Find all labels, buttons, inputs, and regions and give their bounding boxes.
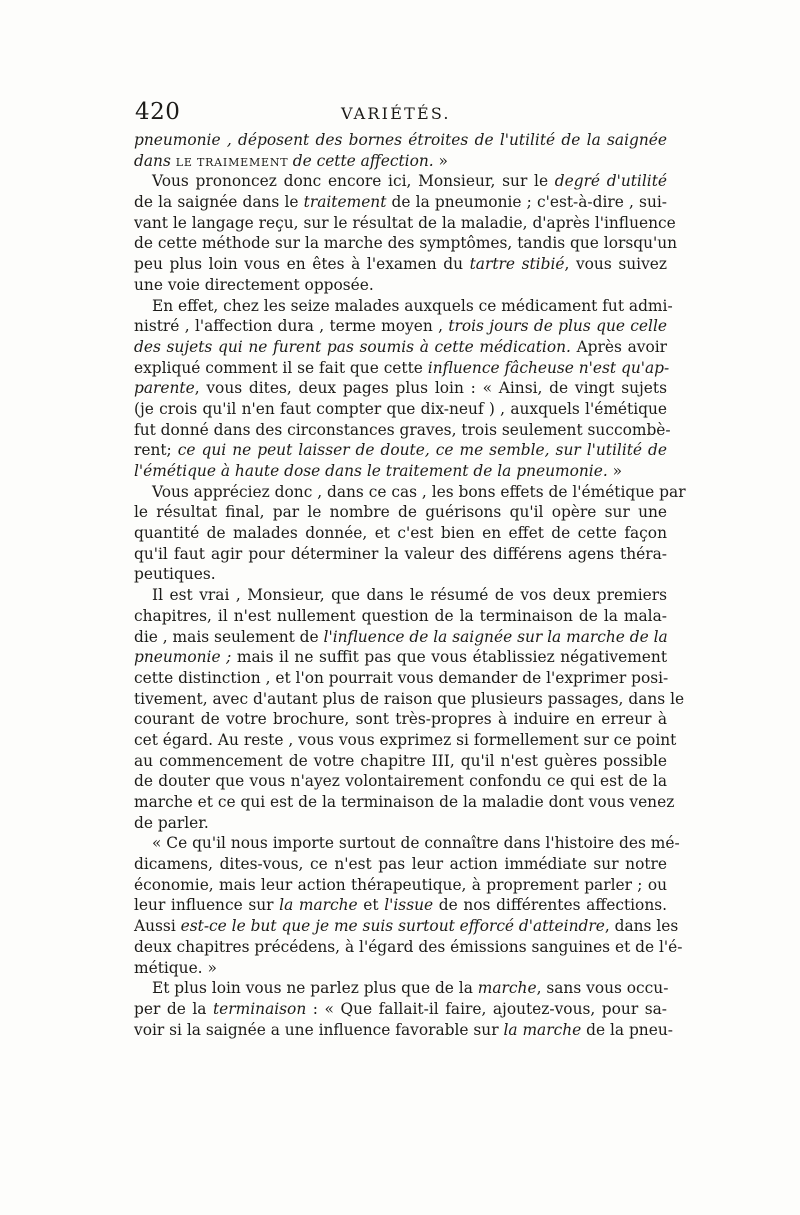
text-run: marche et ce qui est de la terminaison de la maladie dont vous venez <box>134 793 675 811</box>
text-line <box>134 399 667 420</box>
text-run: , vous suivez <box>564 255 667 274</box>
text-line <box>134 813 667 834</box>
text-run: deux chapitres précédens, à l'égard des émissions sanguines et de l'é- <box>134 937 683 956</box>
italic-text: ce qui ne peut laisser de doute, ce me semble, sur l'utilité de <box>177 441 668 460</box>
text-line <box>134 171 667 192</box>
text-run: et <box>357 896 385 915</box>
text-run: Vous appréciez donc , dans ce cas , les bons effets de l'émétique par <box>152 482 686 501</box>
text-line <box>134 378 667 399</box>
italic-text: parente <box>134 379 195 398</box>
text-run: tivement, avec d'autant plus de raison que plusieurs passages, dans le <box>134 689 685 708</box>
text-run: de parler. <box>134 813 209 832</box>
text-run: mais il ne suffit pas que vous établissiez négativement <box>231 648 667 667</box>
text-run: métique. » <box>134 958 217 977</box>
text-run: » <box>438 151 448 170</box>
text-line <box>134 482 686 503</box>
text-run: Après avoir <box>570 337 667 356</box>
text-line <box>134 958 667 979</box>
text-line <box>134 502 667 523</box>
italic-text: marche <box>477 979 537 998</box>
text-run: de la saignée dans le <box>134 193 304 212</box>
text-run: expliqué comment il se fait que cette <box>134 358 428 377</box>
text-run: dicamens, dites-vous, ce n'est pas leur action immédiate sur notre <box>134 855 667 874</box>
text-line <box>134 771 667 792</box>
text-line <box>134 895 667 916</box>
text-line <box>134 792 675 813</box>
text-run: cet égard. Au reste , vous vous exprimez si formellement sur ce point <box>134 730 677 749</box>
text-run: « Ce qu'il nous importe surtout de connaître dans l'histoire des mé- <box>152 834 680 853</box>
text-line <box>134 689 685 710</box>
italic-text: trois jours de plus que celle <box>448 317 667 336</box>
italic-text: pneumonie , déposent des bornes étroites de l'utilité de la saignée <box>134 131 667 149</box>
text-line <box>134 585 667 606</box>
text-line <box>134 916 679 937</box>
text-run: Il est vrai , Monsieur, que dans le résumé de vos deux premiers <box>152 586 667 605</box>
text-line <box>134 647 667 668</box>
text-run: vant le langage reçu, sur le résultat de la maladie, d'après l'influence <box>134 213 676 232</box>
text-line <box>134 668 667 689</box>
text-line <box>134 192 667 213</box>
text-line <box>134 461 667 482</box>
text-line <box>134 730 677 751</box>
italic-text: l'issue <box>384 896 434 915</box>
italic-text: l'émétique à haute dose dans le traitement de la pneumonie. <box>134 462 608 480</box>
text-line <box>134 999 667 1020</box>
text-line <box>134 420 671 441</box>
text-run: une voie directement opposée. <box>134 275 374 294</box>
text-run: » <box>607 462 623 480</box>
text-line <box>134 523 667 544</box>
text-run: de douter que vous n'ayez volontairement confondu ce qui est de la <box>134 772 667 791</box>
text-run: le résultat final, par le nombre de guérisons qu'il opère sur une <box>134 503 667 522</box>
text-run: : « Que fallait-il faire, ajoutez-vous, pour sa- <box>306 999 667 1018</box>
text-run: de la pneumonie ; c'est-à-dire , sui- <box>386 193 667 212</box>
italic-text: terminaison <box>212 999 307 1018</box>
running-head <box>135 97 665 127</box>
page-number: 420 <box>135 99 181 125</box>
text-run: économie, mais leur action thérapeutique, à proprement parler ; ou <box>134 875 667 894</box>
text-run: fut donné dans des circonstances graves, trois seulement succombè- <box>134 420 671 439</box>
text-line <box>134 564 667 585</box>
text-line <box>134 627 667 648</box>
text-line <box>134 151 667 172</box>
text-run: Aussi <box>134 917 181 936</box>
body-text <box>134 130 686 1050</box>
text-line <box>134 316 667 337</box>
text-line <box>134 854 667 875</box>
text-line <box>134 358 670 379</box>
text-line <box>134 296 673 317</box>
running-title: VARIÉTÉS. <box>341 104 451 123</box>
text-run: de nos différentes affections. <box>433 896 668 915</box>
italic-text: influence fâcheuse n'est qu'ap- <box>427 358 670 377</box>
italic-text: degré d'utilité <box>554 172 667 191</box>
text-line <box>134 440 667 461</box>
text-run: leur influence sur <box>134 896 280 915</box>
italic-text: traitement <box>303 193 387 212</box>
text-run: (je crois qu'il n'en faut compter que dix-neuf ) , auxquels l'émétique <box>134 399 667 418</box>
text-line <box>134 978 667 999</box>
italic-text: de cette affection. <box>292 151 439 170</box>
text-run: quantité de malades donnée, et c'est bien en effet de cette façon <box>134 524 667 543</box>
text-run: de cette méthode sur la marche des symptômes, tandis que lorsqu'un <box>134 234 678 253</box>
text-run: , vous dites, deux pages plus loin : « Ainsi, de vingt sujets <box>194 379 667 398</box>
text-run: au commencement de votre chapitre III, qu'il n'est guères possible <box>134 751 667 770</box>
text-run: courant de votre brochure, sont très-propres à induire en erreur à <box>134 710 667 729</box>
text-run: Vous prononcez donc encore ici, Monsieur, sur le <box>152 172 555 191</box>
text-run: rent; <box>134 441 178 460</box>
text-run: En effet, chez les seize malades auxquels ce médicament fut admi- <box>152 296 673 315</box>
small-caps-text: LE TRAIMEMENT <box>175 155 293 169</box>
italic-text: la marche <box>279 896 358 915</box>
text-line <box>134 233 678 254</box>
text-run: , sans vous occu- <box>536 979 669 998</box>
text-run: chapitres, il n'est nullement question de la terminaison de la mala- <box>134 606 667 625</box>
text-line <box>134 275 667 296</box>
italic-text: l'influence de la saignée sur la marche de la <box>323 627 668 646</box>
text-line <box>134 709 667 730</box>
italic-text: des sujets qui ne furent pas soumis à cette médication. <box>134 337 571 356</box>
text-run: die , mais seulement de <box>134 627 324 646</box>
italic-text: est-ce le but que je me suis surtout efforcé d'atteindre <box>180 917 605 936</box>
italic-text: pneumonie ; <box>134 648 232 667</box>
text-run: peutiques. <box>134 565 216 584</box>
text-line <box>134 130 667 151</box>
text-line <box>134 1020 673 1041</box>
text-run: cette distinction , et l'on pourrait vous demander de l'exprimer posi- <box>134 668 669 687</box>
text-run: per de la <box>134 999 213 1018</box>
text-run: voir si la saignée a une influence favorable sur <box>134 1020 504 1039</box>
text-line <box>134 937 683 958</box>
italic-text: tartre stibié <box>469 255 565 274</box>
text-run: qu'il faut agir pour déterminer la valeur des différens agens théra- <box>134 544 667 563</box>
text-line <box>134 213 676 234</box>
italic-text: la marche <box>503 1020 582 1039</box>
text-run: nistré , l'affection dura , terme moyen , <box>134 317 449 336</box>
text-run: Et plus loin vous ne parlez plus que de la <box>152 979 478 998</box>
text-run: de la pneu- <box>581 1020 673 1039</box>
italic-text: dans <box>134 151 176 170</box>
text-line <box>134 254 667 275</box>
text-line <box>134 833 680 854</box>
text-line <box>134 337 667 358</box>
text-run: peu plus loin vous en êtes à l'examen du <box>134 255 470 274</box>
text-line <box>134 544 667 565</box>
text-run: , dans les <box>604 917 679 936</box>
text-line <box>134 751 667 772</box>
text-line <box>134 606 667 627</box>
text-line <box>134 875 667 896</box>
